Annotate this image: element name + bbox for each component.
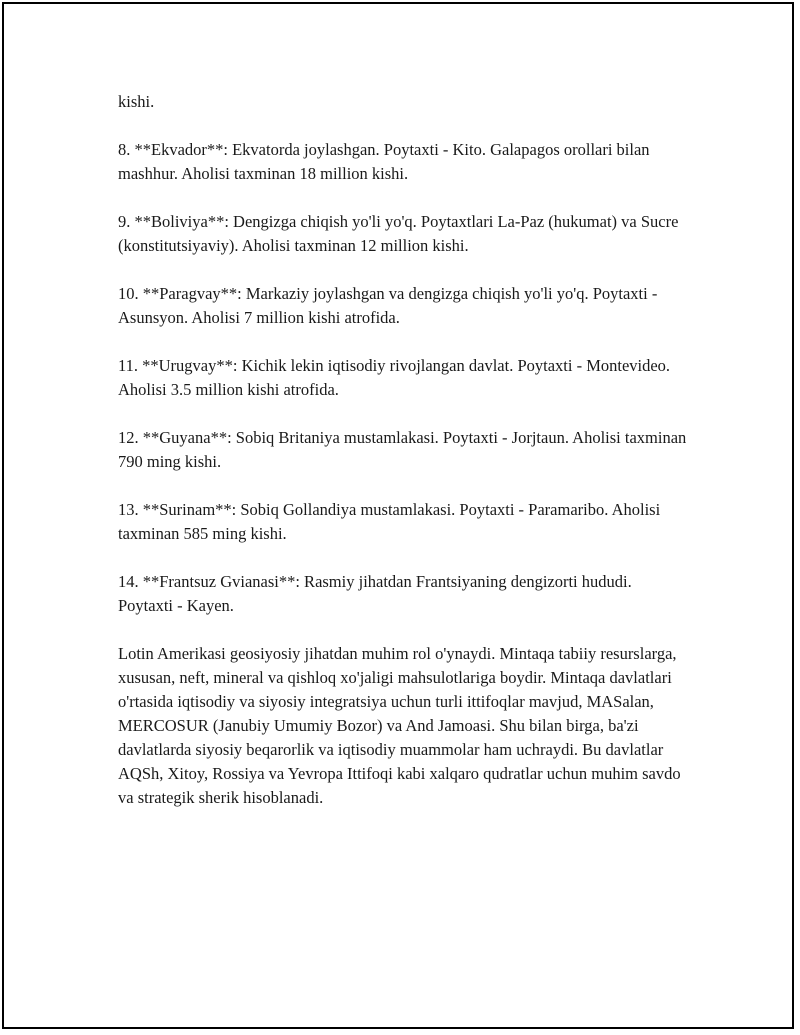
summary-paragraph: Lotin Amerikasi geosiyosiy jihatdan muhim rol o'ynaydi. Mintaqa tabiiy resurslarga, xususan, neft, mineral va qishloq xo'jaligi mahsulotlariga boydir. Mintaqa davlatlari o'rtasida iqtisodiy va siyosiy integratsiya uchun turli ittifoqlar mavjud, MASalan, MERCOSUR (Janubiy Umumiy Bozor) va And Jamoasi. Shu bilan birga, ba'zi davlatlarda siyosiy beqarorlik va iqtisodiy muammolar ham uchraydi. Bu davlatlar AQSh, Xitoy, Rossiya va Yevropa Ittifoqi kabi xalqaro qudratlar uchun muhim savdo va strategik sherik hisoblanadi.: [118, 644, 681, 807]
list-item-boliviya: 9. **Boliviya**: Dengizga chiqish yo'li yo'q. Poytaxtlari La-Paz (hukumat) va Sucre (konstitutsiyaviy). Aholisi taxminan 12 million kishi.: [118, 212, 679, 255]
document-body: [118, 90, 690, 834]
list-item-paragvay: 10. **Paragvay**: Markaziy joylashgan va dengizga chiqish yo'li yo'q. Poytaxti - Asunsyon. Aholisi 7 million kishi atrofida.: [118, 284, 658, 327]
paragraph-continuation: kishi.: [118, 92, 155, 111]
list-item-urugvay: 11. **Urugvay**: Kichik lekin iqtisodiy rivojlangan davlat. Poytaxti - Montevideo. Aholisi 3.5 million kishi atrofida.: [118, 356, 671, 399]
list-item-frantsuz-gvianasi: 14. **Frantsuz Gvianasi**: Rasmiy jihatdan Frantsiyaning dengizorti hududi. Poytaxti - Kayen.: [118, 572, 632, 615]
list-item-guyana: 12. **Guyana**: Sobiq Britaniya mustamlakasi. Poytaxti - Jorjtaun. Aholisi taxminan 790 ming kishi.: [118, 428, 687, 471]
list-item-ekvador: 8. **Ekvador**: Ekvatorda joylashgan. Poytaxti - Kito. Galapagos orollari bilan mashhur. Aholisi taxminan 18 million kishi.: [118, 140, 650, 183]
list-item-surinam: 13. **Surinam**: Sobiq Gollandiya mustamlakasi. Poytaxti - Paramaribo. Aholisi taxminan 585 ming kishi.: [118, 500, 661, 543]
